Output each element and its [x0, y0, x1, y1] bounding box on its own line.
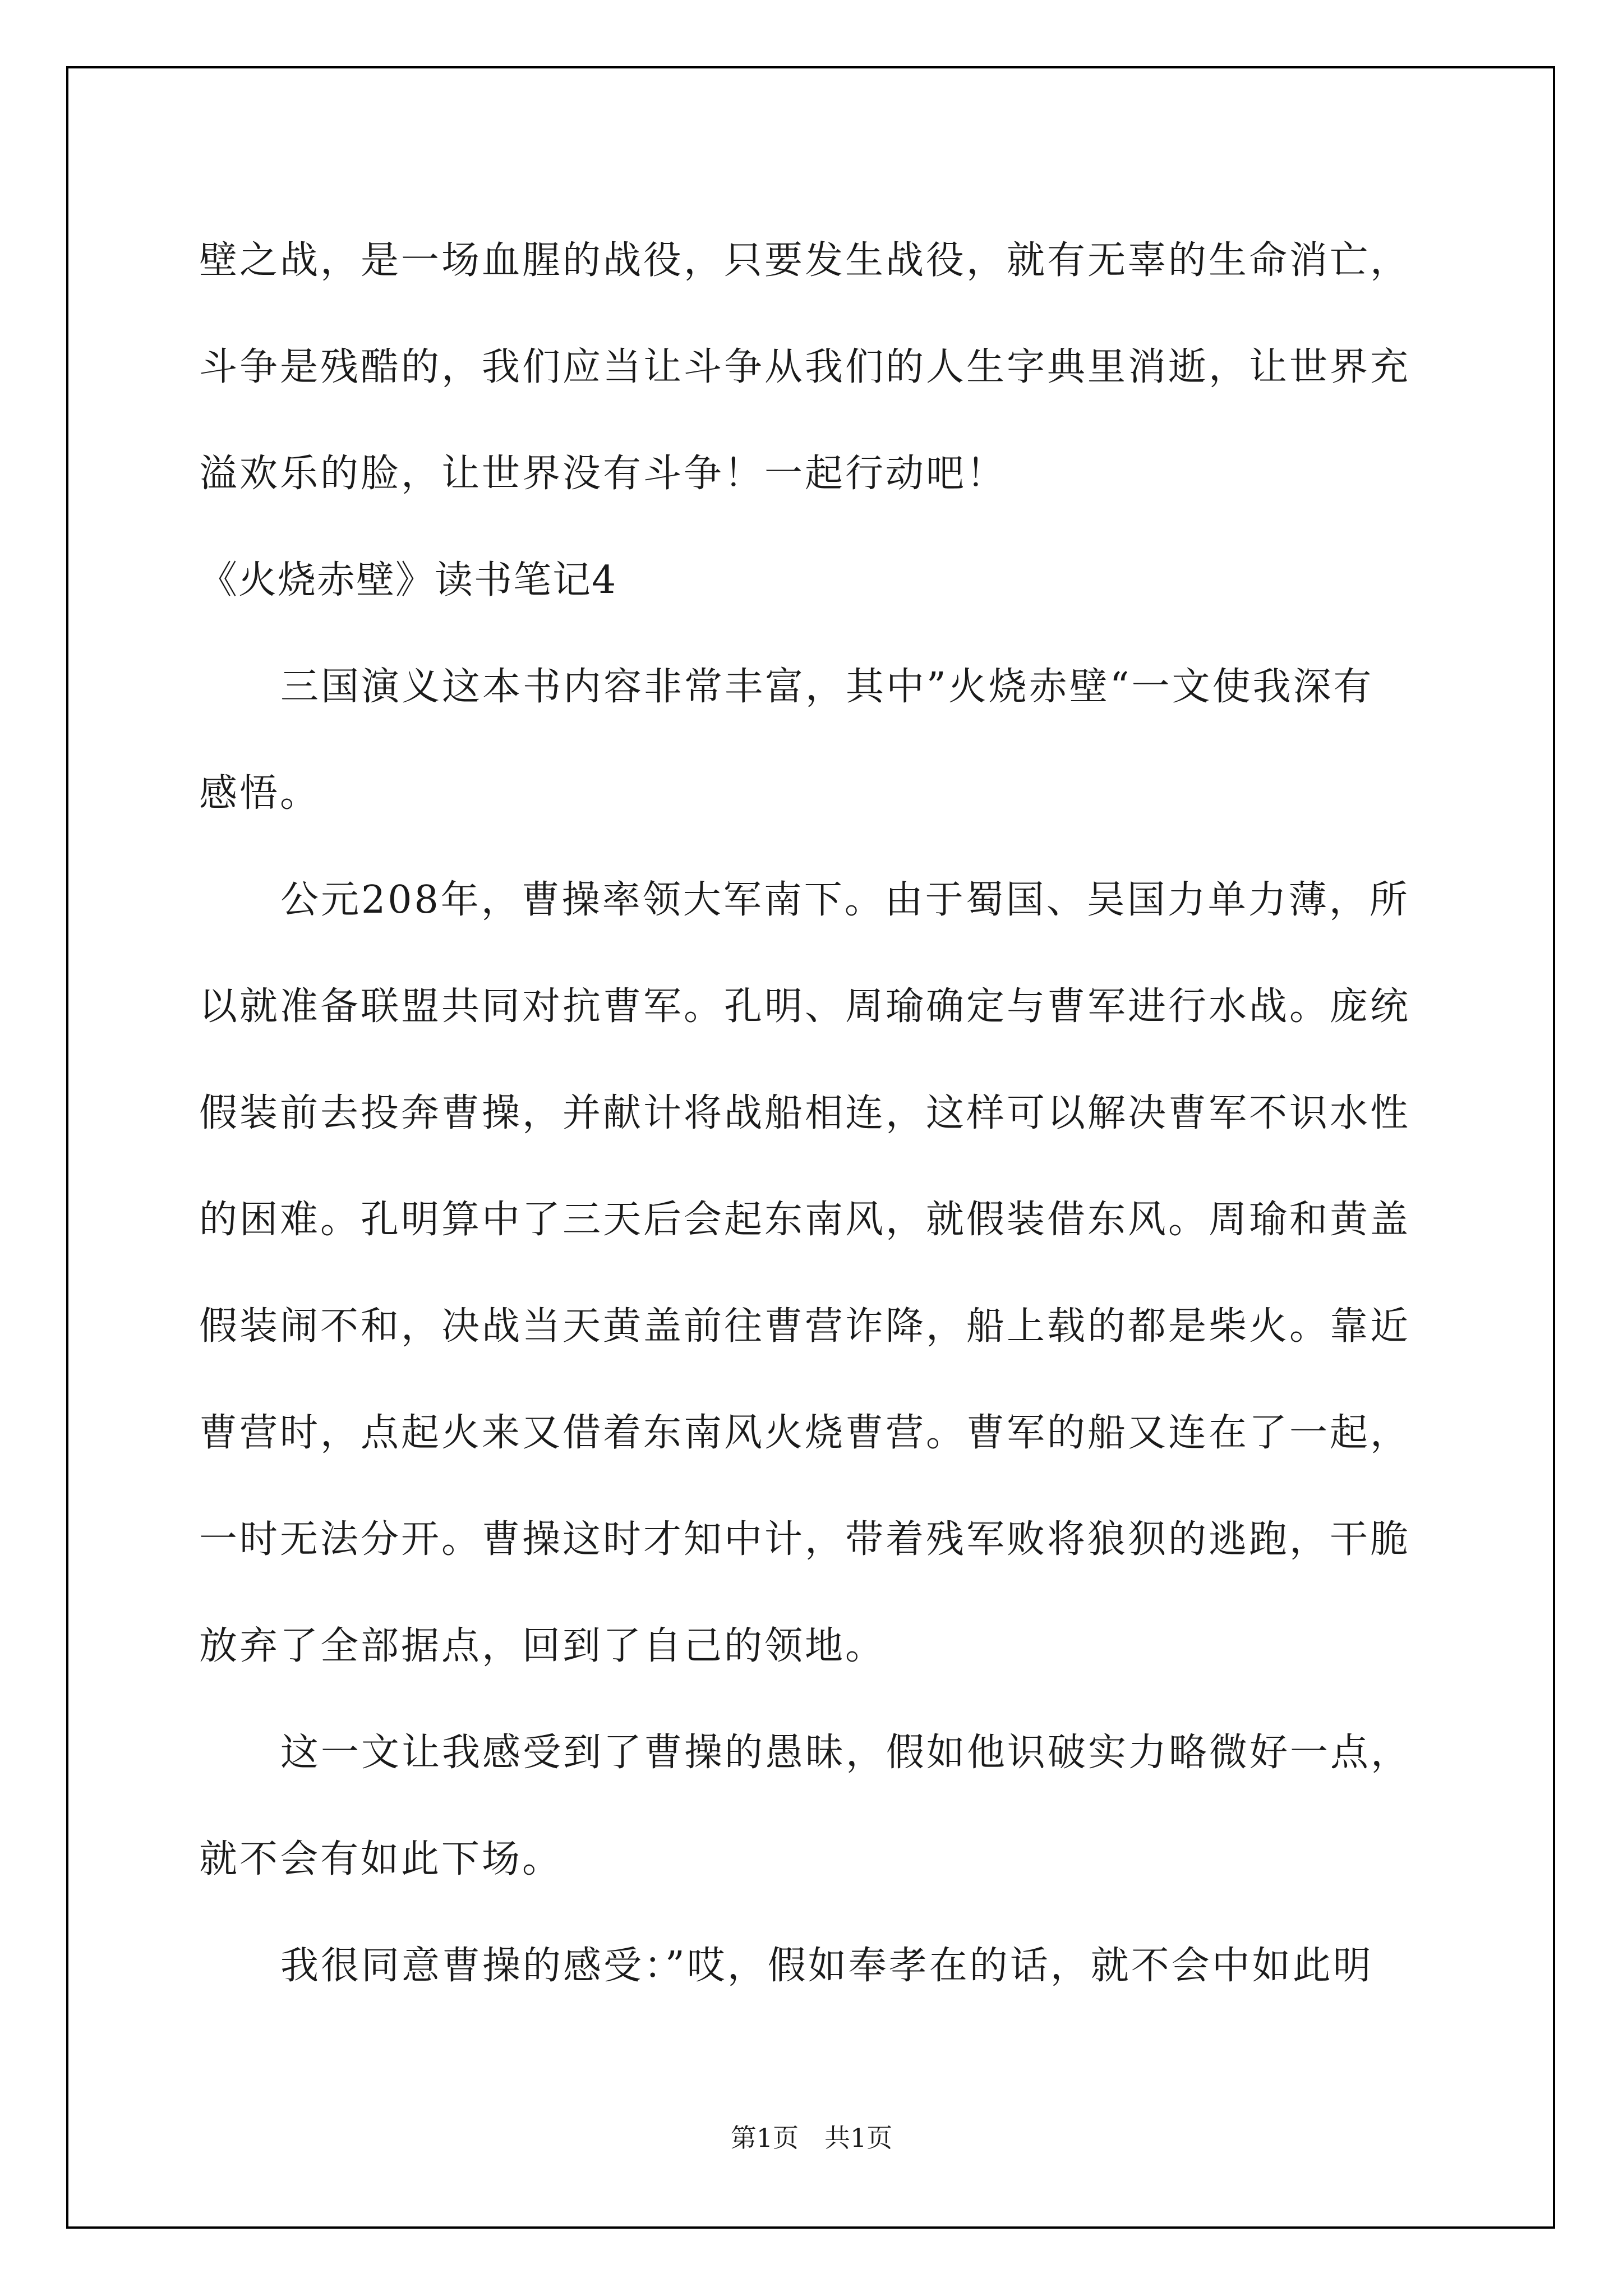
text-line: 曹营时，点起火来又借着东南风火烧曹营。曹军的船又连在了一起， [199, 1411, 1411, 1455]
text-line: 我很同意曹操的感受：”哎，假如奉孝在的话，就不会中如此明 [280, 1944, 1373, 1988]
text-line: 斗争是残酷的，我们应当让斗争从我们的人生字典里消逝，让世界充 [199, 345, 1411, 389]
text-line: 以就准备联盟共同对抗曹军。孔明、周瑜确定与曹军进行水战。庞统 [199, 984, 1411, 1029]
text-line: 溢欢乐的脸，让世界没有斗争！一起行动吧！ [199, 452, 1007, 496]
text-line: 公元208年，曹操率领大军南下。由于蜀国、吴国力单力薄，所 [280, 878, 1410, 922]
page-number: 第1页 共1页 [730, 2123, 893, 2153]
text-line: 感悟。 [199, 771, 321, 816]
text-line: 一时无法分开。曹操这时才知中计，带着残军败将狼狈的逃跑，干脆 [199, 1517, 1411, 1562]
text-line: 三国演义这本书内容非常丰富，其中”火烧赤壁“一文使我深有 [280, 665, 1374, 709]
text-line: 这一文让我感受到了曹操的愚昧，假如他识破实力略微好一点， [280, 1731, 1412, 1775]
text-line: 放弃了全部据点，回到了自己的领地。 [199, 1624, 886, 1668]
text-line: 假装闹不和，决战当天黄盖前往曹营诈降，船上载的都是柴火。靠近 [199, 1304, 1411, 1349]
section-heading: 《火烧赤壁》读书笔记4 [199, 558, 617, 602]
text-line: 假装前去投奔曹操，并献计将战船相连，这样可以解决曹军不识水性 [199, 1091, 1411, 1135]
text-line: 就不会有如此下场。 [199, 1837, 563, 1881]
document-body [199, 208, 1433, 2019]
text-line: 的困难。孔明算中了三天后会起东南风，就假装借东风。周瑜和黄盖 [199, 1198, 1411, 1242]
text-line: 壁之战，是一场血腥的战役，只要发生战役，就有无辜的生命消亡， [199, 238, 1411, 283]
